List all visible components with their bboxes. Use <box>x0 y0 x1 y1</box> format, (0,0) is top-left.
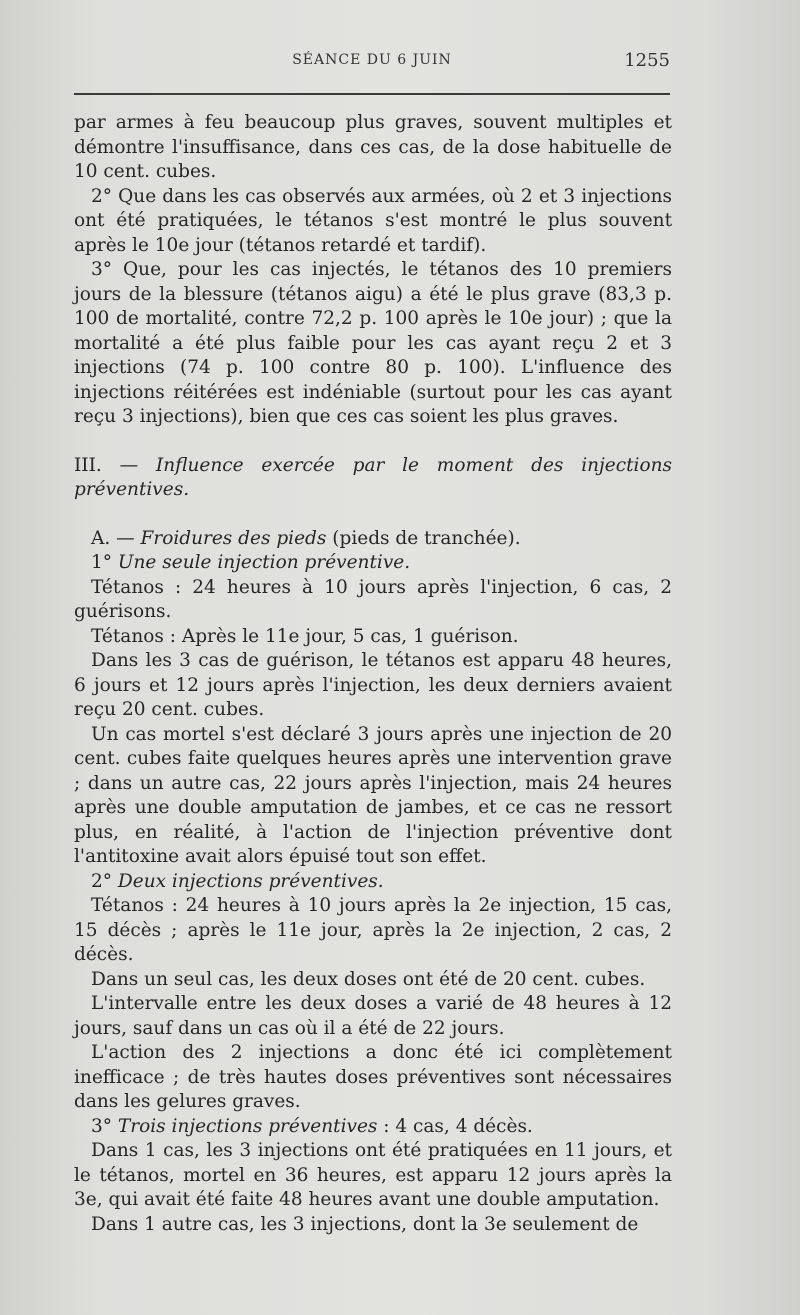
paragraph: Tétanos : Après le 11e jour, 5 cas, 1 guérison. <box>91 625 519 647</box>
item-heading <box>74 870 672 895</box>
header-rule <box>74 93 670 95</box>
paragraph: L'action des 2 injections a donc été ici complètement inefficace ; de très hautes doses préventives sont nécessaires dans les gelures graves. <box>74 1042 672 1112</box>
paragraph: Dans 1 autre cas, les 3 injections, dont la 3e seulement de <box>91 1213 639 1235</box>
item-title: Une seule injection préventive. <box>117 552 411 573</box>
paragraph: Dans les 3 cas de guérison, le tétanos est apparu 48 heures, 6 jours et 12 jours après l'injection, les deux derniers avaient reçu 20 cent. cubes. <box>74 650 672 720</box>
item-title: Trois injections préventives <box>117 1115 378 1137</box>
paragraph: Un cas mortel s'est déclaré 3 jours après une injection de 20 cent. cubes faite quelques heures après une intervention grave ; dans un autre cas, 22 jours après l'injection, mais 24 heures après une double amputation de jambes, et ce cas ne ressort plus, en réalité, à l'action de l'injection préventive dont l'antitoxine avait alors épuisé tout son effet. <box>74 723 672 867</box>
body-text <box>74 111 672 1237</box>
paragraph: 3° Que, pour les cas injectés, le tétanos des 10 premiers jours de la blessure (tétanos aigu) a été le plus grave (83,3 p. 100 de mortalité, contre 72,2 p. 100 après le 10e jour) ; que la mortalité a été plus faible pour les cas ayant reçu 2 et 3 injections (74 p. 100 contre 80 p. 100). L'influence des injections réitérées est indéniable (surtout pour les cas ayant reçu 3 injections), bien que ces cas soient les plus graves. <box>74 259 672 427</box>
subsection-title: Froidures des pieds <box>140 527 327 549</box>
page-header <box>74 52 670 80</box>
subsection-note: (pieds de tranchée). <box>332 527 521 549</box>
paragraph: Tétanos : 24 heures à 10 jours après la 2e injection, 15 cas, 15 décès ; après le 11e jour, après la 2e injection, 2 cas, 2 décès. <box>74 895 672 965</box>
item-heading <box>74 551 672 576</box>
running-title: SÉANCE DU 6 JUIN <box>292 52 452 68</box>
paragraph: par armes à feu beaucoup plus graves, souvent multiples et démontre l'insuffisance, dans ces cas, de la dose habituelle de 10 cent. cubes. <box>74 112 672 182</box>
page-number: 1255 <box>624 50 670 71</box>
section-number: III. — <box>74 454 139 476</box>
paragraph: L'intervalle entre les deux doses a varié de 48 heures à 12 jours, sauf dans un cas où il a été de 22 jours. <box>74 993 672 1039</box>
paragraph: Dans 1 cas, les 3 injections ont été pratiquées en 11 jours, et le tétanos, mortel en 36 heures, est apparu 12 jours après la 3e, qui avait été faite 48 heures avant une double amputation. <box>74 1140 672 1210</box>
subsection-heading <box>74 527 672 552</box>
paragraph: 2° Que dans les cas observés aux armées, où 2 et 3 injections ont été pratiquées, le tétanos s'est montré le plus souvent après le 10e jour (tétanos retardé et tardif). <box>74 185 672 256</box>
item-number: 1° <box>91 552 113 573</box>
section-heading <box>74 454 672 503</box>
item-title: Deux injections préventives. <box>117 870 384 892</box>
subsection-label: A. — <box>91 527 135 549</box>
section-title: Influence exercée par le moment des injections préventives. <box>74 454 672 500</box>
item-number: 2° <box>91 870 113 892</box>
paragraph: Tétanos : 24 heures à 10 jours après l'injection, 6 cas, 2 guérisons. <box>74 576 672 622</box>
paragraph: Dans un seul cas, les deux doses ont été de 20 cent. cubes. <box>91 968 646 990</box>
item-heading <box>74 1115 672 1140</box>
item-rest: : 4 cas, 4 décès. <box>383 1115 533 1137</box>
item-number: 3° <box>91 1115 113 1137</box>
